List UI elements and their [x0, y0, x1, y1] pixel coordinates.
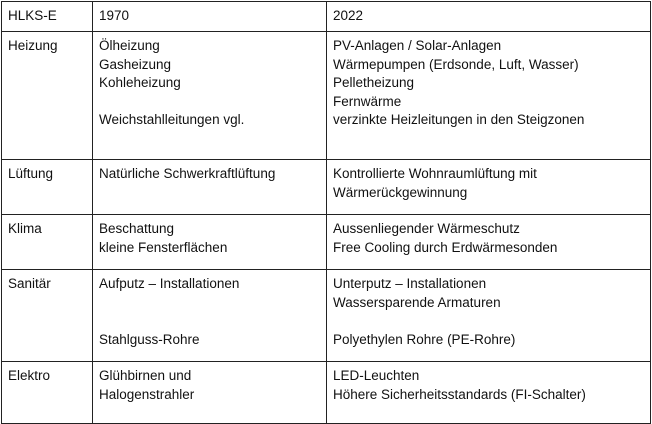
cell-line: Aussenliegender Wärmeschutz [333, 221, 520, 236]
cell-2022 [327, 32, 651, 160]
cell-1970 [93, 160, 327, 215]
cell-1970 [93, 270, 327, 362]
cell-2022 [327, 270, 651, 362]
cell-1970 [93, 32, 327, 160]
header-row [2, 2, 651, 32]
category-label: Elektro [8, 368, 51, 383]
category-cell [2, 270, 93, 362]
cell-line: Kohleheizung [99, 75, 181, 90]
category-label: Lüftung [8, 166, 54, 181]
table-row-sanitaer [2, 270, 651, 362]
cell-line: Gasheizung [99, 56, 172, 72]
cell-line: Fernwärme [333, 93, 402, 109]
cell-line: Stahlguss-Rohre [99, 331, 200, 347]
category-cell [2, 160, 93, 215]
cell-line: PV-Anlagen / Solar-Anlagen [333, 38, 502, 53]
cell-line: Wassersparende Armaturen [333, 294, 501, 310]
cell-line: Natürliche Schwerkraftlüftung [99, 166, 276, 181]
table-row-lueftung [2, 160, 651, 215]
cell-2022 [327, 160, 651, 215]
category-cell [2, 362, 93, 424]
cell-line: Aufputz – Installationen [99, 276, 240, 291]
table-row-klima [2, 215, 651, 270]
comparison-table [1, 1, 651, 424]
cell-line: Pelletheizung [333, 75, 415, 90]
category-label: Heizung [8, 38, 58, 53]
table-row-elektro [2, 362, 651, 424]
header-cell-2022: 2022 [327, 2, 651, 32]
category-cell [2, 32, 93, 160]
cell-line: Höhere Sicherheitsstandards (FI-Schalter) [333, 386, 586, 402]
cell-line: Unterputz – Installationen [333, 276, 487, 291]
cell-line: Beschattung [99, 221, 175, 236]
cell-gap [333, 312, 646, 331]
category-cell [2, 215, 93, 270]
header-cell-category: HLKS-E [2, 2, 93, 32]
category-label: Klima [8, 221, 42, 236]
category-label: Sanitär [8, 276, 51, 291]
cell-1970 [93, 215, 327, 270]
cell-line: Wärmepumpen (Erdsonde, Luft, Wasser) [333, 56, 579, 72]
cell-line: Kontrollierte Wohnraumlüftung mit [333, 166, 537, 181]
cell-line: Halogenstrahler [99, 386, 195, 402]
cell-gap [99, 312, 322, 331]
cell-line: Glühbirnen und [99, 368, 192, 383]
cell-line: LED-Leuchten [333, 368, 420, 383]
cell-line: Wärmerückgewinnung [333, 184, 468, 200]
cell-2022 [327, 362, 651, 424]
cell-line: Polyethylen Rohre (PE-Rohre) [333, 331, 516, 347]
cell-line: Weichstahlleitungen vgl. [99, 112, 245, 127]
cell-gap [99, 93, 322, 112]
cell-line: Ölheizung [99, 38, 160, 53]
cell-2022 [327, 215, 651, 270]
table-row-heizung [2, 32, 651, 160]
cell-gap [99, 294, 322, 313]
cell-line: Free Cooling durch Erdwärmesonden [333, 239, 558, 255]
cell-1970 [93, 362, 327, 424]
cell-line: verzinkte Heizleitungen in den Steigzonen [333, 112, 585, 127]
header-cell-1970: 1970 [93, 2, 327, 32]
cell-line: kleine Fensterflächen [99, 239, 228, 255]
